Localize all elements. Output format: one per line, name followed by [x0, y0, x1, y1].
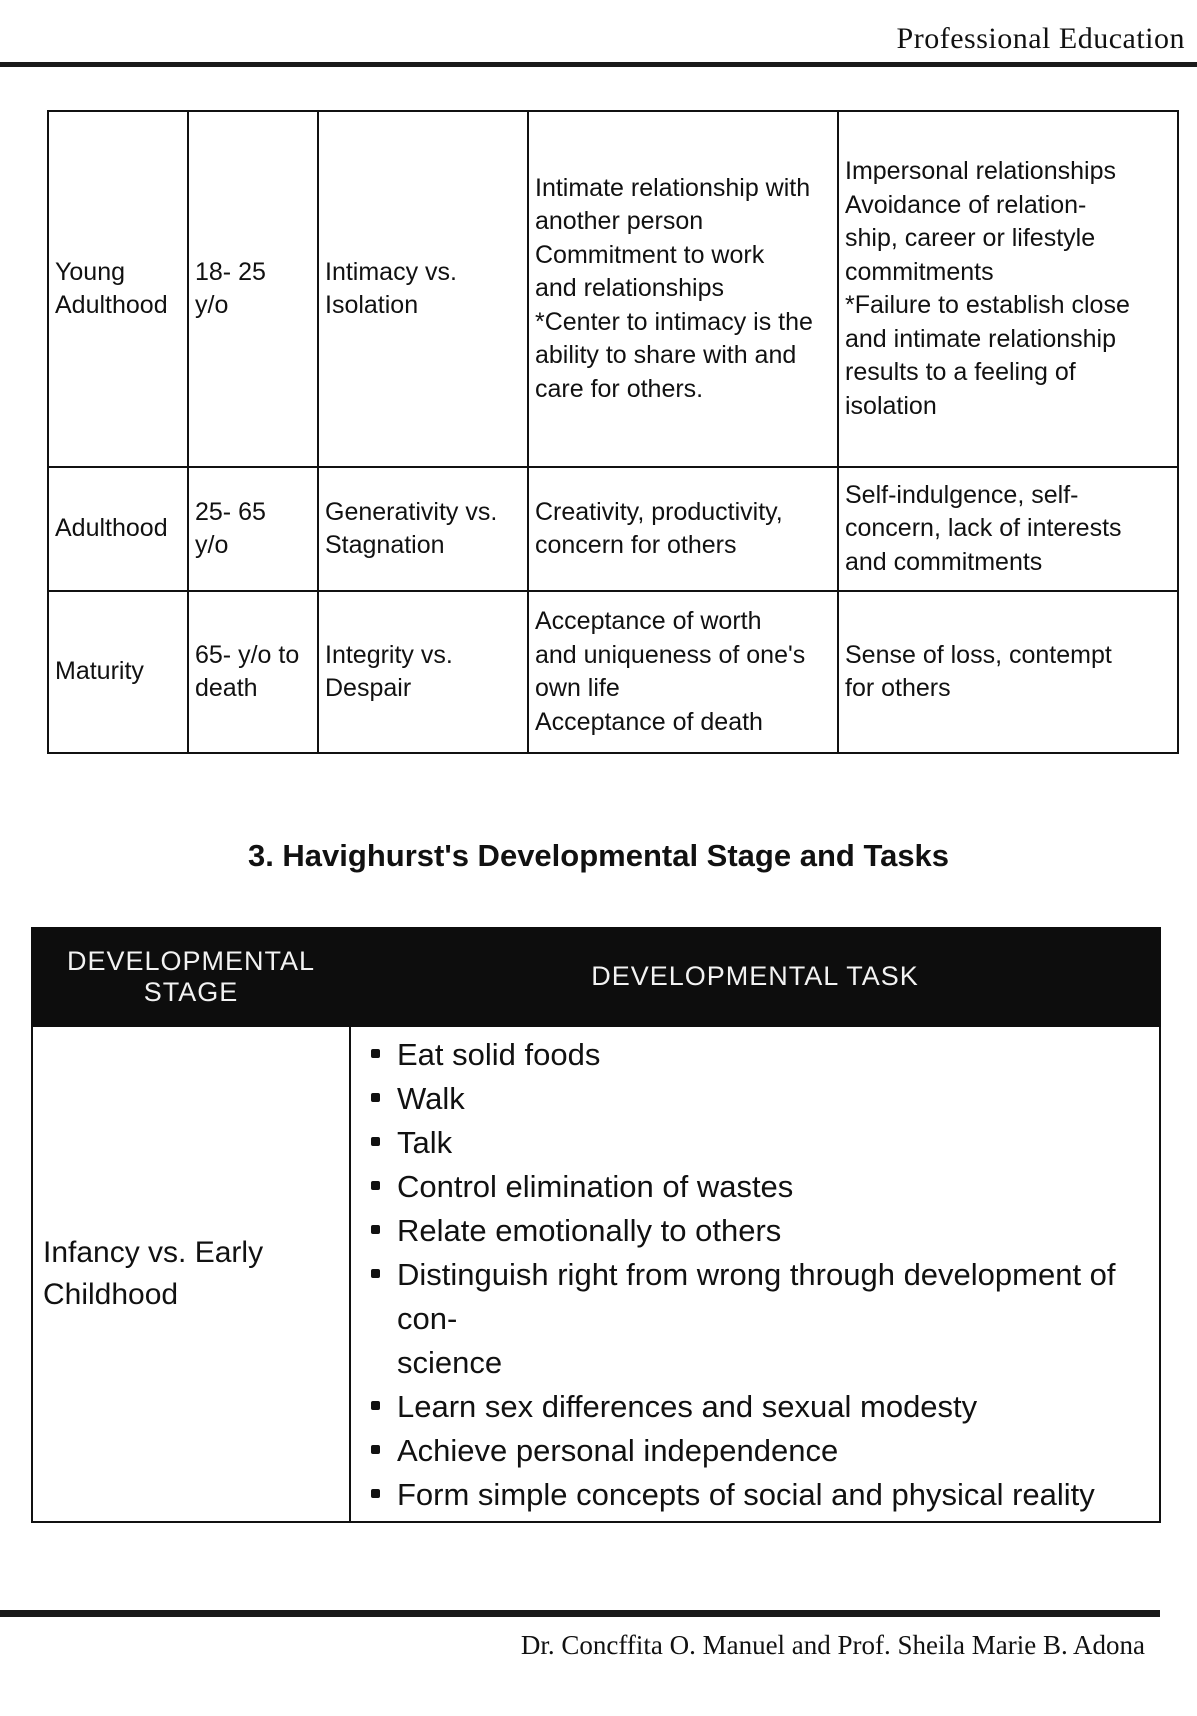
crisis-cell: Generativity vs. Stagnation [318, 467, 528, 591]
stage-cell: Maturity [48, 591, 188, 753]
table-row [48, 111, 1178, 467]
stage-cell: Infancy vs. Early Childhood [32, 1026, 350, 1522]
list-item: Talk [367, 1121, 1153, 1165]
positive-outcome-cell: Acceptance of worth and uniqueness of one's own life Acceptance of death [528, 591, 838, 753]
stage-cell: Adulthood [48, 467, 188, 591]
age-cell: 65- y/o to death [188, 591, 318, 753]
table-row [48, 467, 1178, 591]
section-heading: 3. Havighurst's Developmental Stage and Tasks [247, 838, 950, 873]
positive-outcome-cell: Creativity, productivity, concern for others [528, 467, 838, 591]
table-row [32, 1026, 1160, 1522]
list-item: Control elimination of wastes [367, 1165, 1153, 1209]
age-cell: 25- 65 y/o [188, 467, 318, 591]
list-item: Distinguish right from wrong through development of con- [367, 1253, 1153, 1341]
running-header-title: Professional Education [896, 22, 1185, 55]
positive-outcome-cell: Intimate relationship with another person Commitment to work and relationships *Center to intimacy is the ability to share with and care for others. [528, 111, 838, 467]
crisis-cell: Integrity vs. Despair [318, 591, 528, 753]
negative-outcome-cell: Self-indulgence, self- concern, lack of interests and commitments [838, 467, 1178, 591]
list-item: Walk [367, 1077, 1153, 1121]
havighurst-tasks-table [31, 927, 1161, 1523]
task-column-header: DEVELOPMENTAL TASK [350, 928, 1160, 1026]
negative-outcome-cell: Sense of loss, contempt for others [838, 591, 1178, 753]
footer-rule [0, 1610, 1160, 1617]
table-header-row [32, 928, 1160, 1026]
task-list [357, 1029, 1153, 1519]
list-item: Form simple concepts of social and physical reality [367, 1473, 1153, 1517]
erikson-stages-table [47, 110, 1179, 754]
header-rule [0, 62, 1197, 67]
list-item: science [397, 1345, 503, 1380]
list-item: Eat solid foods [367, 1033, 1153, 1077]
list-item: Relate emotionally to others [367, 1209, 1153, 1253]
footer-authors: Dr. Concffita O. Manuel and Prof. Sheila Marie B. Adona [520, 1630, 1145, 1660]
stage-cell: Young Adulthood [48, 111, 188, 467]
age-cell: 18- 25 y/o [188, 111, 318, 467]
stage-column-header: DEVELOPMENTAL STAGE [32, 928, 350, 1026]
list-item: Achieve personal independence [367, 1429, 1153, 1473]
tasks-cell [350, 1026, 1160, 1522]
list-item: Learn sex differences and sexual modesty [367, 1385, 1153, 1429]
table-row [48, 591, 1178, 753]
crisis-cell: Intimacy vs. Isolation [318, 111, 528, 467]
negative-outcome-cell: Impersonal relationships Avoidance of relation- ship, career or lifestyle commitments *Failure to establish close and intimate relationship results to a feeling of isolation [838, 111, 1178, 467]
